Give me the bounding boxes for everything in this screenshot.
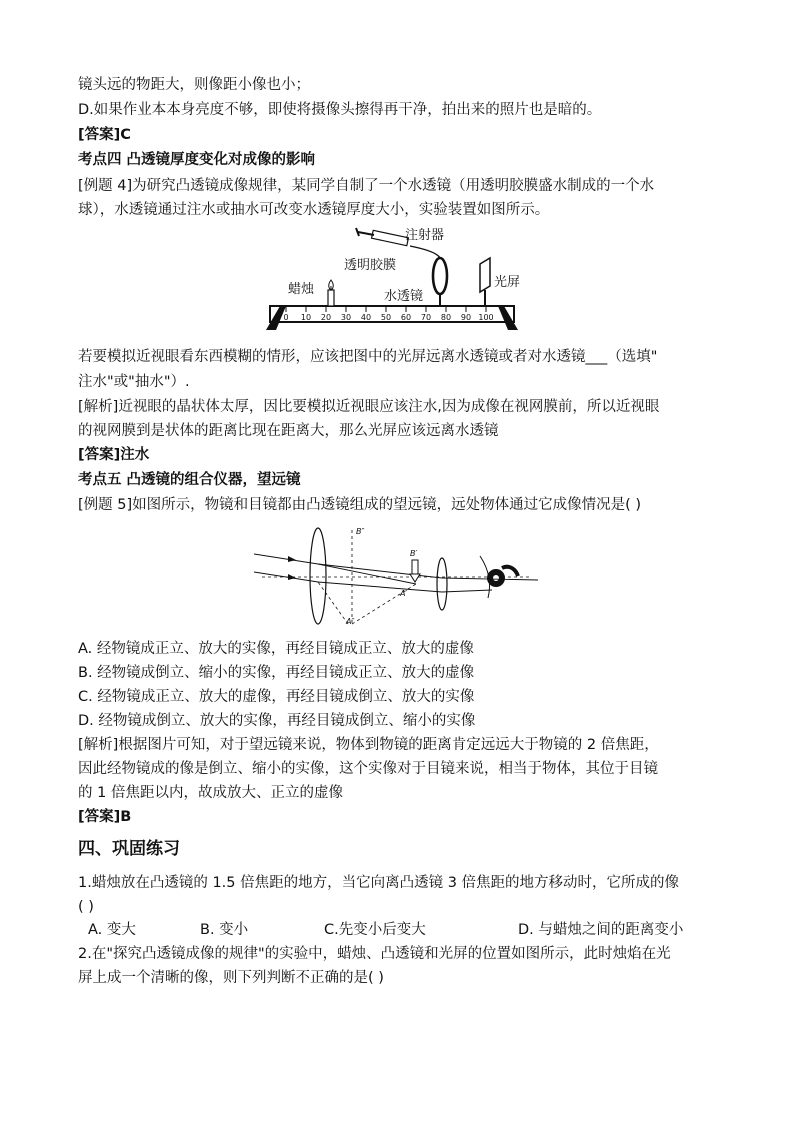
question-line: 1.蜡烛放在凸透镜的 1.5 倍焦距的地方，当它向离凸透镜 3 倍焦距的地方移动时，它所成的像 [78, 875, 680, 891]
text-line: 注水"或"抽水"）. [78, 374, 190, 390]
option-line: B. 经物镜成倒立、缩小的实像，再经目镜成正立、放大的虚像 [78, 665, 475, 681]
ruler-label: 100 [478, 313, 494, 322]
lens-label: 水透镜 [384, 289, 424, 304]
section-title: 四、巩固练习 [78, 839, 180, 859]
film-label: 透明胶膜 [344, 258, 397, 273]
section-heading: 考点五 凸透镜的组合仪器，望远镜 [78, 472, 301, 488]
analysis-line: [解析]根据图片可知，对于望远镜来说，物体到物镜的距离肯定远远大于物镜的 2 倍焦距， [78, 737, 659, 753]
candle-icon [328, 280, 334, 306]
ruler-label: 30 [340, 313, 352, 322]
text-line: 的 1 倍焦距以内，故成放大、正立的虚像 [78, 785, 343, 801]
text-line: 因此经物镜成的像是倒立、缩小的实像，这个实像对于目镜来说，相当于物体，其位于目镜 [78, 761, 658, 777]
section-heading: 考点四 凸透镜厚度变化对成像的影响 [78, 152, 316, 168]
ruler-label: 70 [420, 313, 432, 322]
text-line: 镜头远的物距大，则像距小像也小； [78, 77, 310, 93]
telescope-figure [252, 520, 542, 628]
ruler-label: 0 [283, 313, 289, 322]
ruler-label: 40 [360, 313, 372, 322]
objective-lens-icon [310, 528, 326, 624]
option-line: A. 经物镜成正立、放大的实像，再经目镜成正立、放大的虚像 [78, 641, 474, 657]
q1-option-c: C.先变小后变大 [324, 922, 426, 938]
label-b-prime: B′ [410, 549, 418, 558]
answer-line: [答案]C [78, 127, 131, 143]
ruler-label: 20 [320, 313, 332, 322]
text-line: D.如果作业本本身亮度不够，即使将摄像头擦得再干净，拍出来的照片也是暗的。 [78, 102, 602, 118]
syringe-label: 注射器 [405, 228, 445, 243]
label-a-double-prime: A″ [346, 617, 355, 626]
option-line: C. 经物镜成正立、放大的虚像，再经目镜成倒立、放大的实像 [78, 689, 475, 705]
ruler-label: 90 [460, 313, 472, 322]
text-line: 球），水透镜通过注水或抽水可改变水透镜厚度大小，实验装置如图所示。 [78, 202, 550, 218]
ruler-label: 80 [440, 313, 452, 322]
q1-option-b: B. 变小 [200, 922, 249, 938]
option-line: D. 经物镜成倒立、放大的实像，再经目镜成倒立、缩小的实像 [78, 713, 476, 729]
screen-label: 光屏 [494, 275, 521, 290]
screen-icon [480, 258, 490, 306]
question-line: ( ) [78, 899, 94, 915]
ruler-label: 50 [380, 313, 392, 322]
question-line: 屏上成一个清晰的像，则下列判断不正确的是( ) [78, 970, 384, 986]
ruler-label: 10 [300, 313, 312, 322]
q1-option-a: A. 变大 [88, 922, 136, 938]
water-lens-figure [262, 222, 524, 334]
answer-line: [答案]注水 [78, 447, 150, 463]
water-lens-icon [433, 258, 447, 306]
text-line: [例题 5]如图所示，物镜和目镜都由凸透镜组成的望远镜，远处物体通过它成像情况是( ) [78, 497, 642, 513]
question-line: 2.在"探究凸透镜成像的规律"的实验中，蜡烛、凸透镜和光屏的位置如图所示，此时烛焰在光 [78, 946, 671, 962]
text-line: 若要模拟近视眼看东西模糊的情形，应该把图中的光屏远离水透镜或者对水透镜___（选填" [78, 349, 658, 365]
text-line: 的视网膜到是状体的距离比现在距离大，那么光屏应该远离水透镜 [78, 423, 499, 439]
answer-line: [答案]B [78, 809, 132, 825]
eyepiece-lens-icon [437, 558, 447, 610]
label-a-prime: A′ [400, 589, 408, 598]
text-line: [例题 4]为研究凸透镜成像规律，某同学自制了一个水透镜（用透明胶膜盛水制成的一个水 [78, 178, 655, 194]
label-b-double-prime: B″ [356, 527, 365, 536]
ruler-label: 60 [400, 313, 412, 322]
q1-option-d: D. 与蜡烛之间的距离变小 [518, 922, 684, 938]
candle-label: 蜡烛 [288, 282, 315, 297]
analysis-line: [解析]近视眼的晶状体太厚，因比要模拟近视眼应该注水,因为成像在视网膜前，所以近视眼 [78, 399, 660, 415]
